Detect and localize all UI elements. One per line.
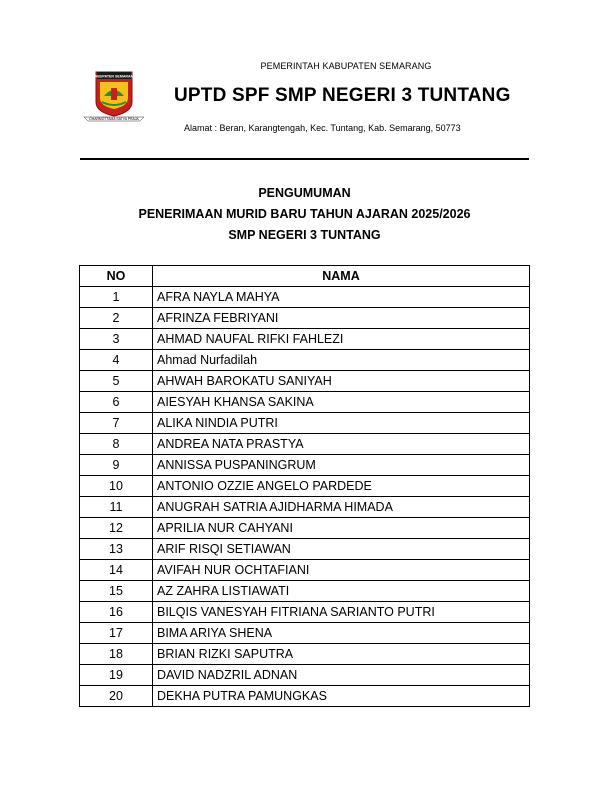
column-header-name: NAMA <box>153 266 530 287</box>
student-table <box>79 265 530 707</box>
table-row <box>80 434 530 455</box>
student-name: BIMA ARIYA SHENA <box>153 623 530 644</box>
table-row <box>80 602 530 623</box>
government-name: PEMERINTAH KABUPATEN SEMARANG <box>260 61 432 71</box>
table-row <box>80 392 530 413</box>
student-name: AHMAD NAUFAL RIFKI FAHLEZI <box>153 329 530 350</box>
row-number: 10 <box>80 476 153 497</box>
table-row <box>80 560 530 581</box>
student-name: AVIFAH NUR OCHTAFIANI <box>153 560 530 581</box>
row-number: 8 <box>80 434 153 455</box>
table-row <box>80 287 530 308</box>
table-header-row <box>80 266 530 287</box>
row-number: 2 <box>80 308 153 329</box>
student-name: DEKHA PUTRA PAMUNGKAS <box>153 686 530 707</box>
student-name: ALIKA NINDIA PUTRI <box>153 413 530 434</box>
student-name: AFRA NAYLA MAHYA <box>153 287 530 308</box>
row-number: 13 <box>80 539 153 560</box>
table-row <box>80 686 530 707</box>
student-name: ANTONIO OZZIE ANGELO PARDEDE <box>153 476 530 497</box>
announcement-subtitle: PENERIMAAN MURID BARU TAHUN AJARAN 2025/2026 <box>138 207 471 221</box>
table-row <box>80 518 530 539</box>
student-name: Ahmad Nurfadilah <box>153 350 530 371</box>
row-number: 1 <box>80 287 153 308</box>
table-row <box>80 623 530 644</box>
table-row <box>80 539 530 560</box>
row-number: 4 <box>80 350 153 371</box>
regency-emblem-icon <box>82 68 166 124</box>
table-row <box>80 329 530 350</box>
regency-logo <box>82 68 166 124</box>
row-number: 11 <box>80 497 153 518</box>
student-name: AHWAH BAROKATU SANIYAH <box>153 371 530 392</box>
row-number: 3 <box>80 329 153 350</box>
row-number: 20 <box>80 686 153 707</box>
logo-banner-text: KABUPATEN SEMARANG <box>92 74 136 79</box>
student-name: ARIF RISQI SETIAWAN <box>153 539 530 560</box>
student-name: APRILIA NUR CAHYANI <box>153 518 530 539</box>
table-row <box>80 350 530 371</box>
column-header-no: NO <box>80 266 153 287</box>
row-number: 9 <box>80 455 153 476</box>
student-name: DAVID NADZRIL ADNAN <box>153 665 530 686</box>
row-number: 15 <box>80 581 153 602</box>
school-name: UPTD SPF SMP NEGERI 3 TUNTANG <box>174 85 511 106</box>
student-name: AZ ZAHRA LISTIAWATI <box>153 581 530 602</box>
announcement-title: PENGUMUMAN <box>258 186 351 200</box>
row-number: 7 <box>80 413 153 434</box>
student-name: ANDREA NATA PRASTYA <box>153 434 530 455</box>
logo-motto: DHARMOTTAMA SATYA PRAJA <box>89 117 139 122</box>
student-name: ANNISSA PUSPANINGRUM <box>153 455 530 476</box>
announcement-school: SMP NEGERI 3 TUNTANG <box>228 228 381 242</box>
student-name: ANUGRAH SATRIA AJIDHARMA HIMADA <box>153 497 530 518</box>
table-row <box>80 581 530 602</box>
table-body <box>80 287 530 707</box>
table-row <box>80 644 530 665</box>
row-number: 14 <box>80 560 153 581</box>
row-number: 12 <box>80 518 153 539</box>
table-row <box>80 497 530 518</box>
table-row <box>80 308 530 329</box>
student-name: BILQIS VANESYAH FITRIANA SARIANTO PUTRI <box>153 602 530 623</box>
student-name: BRIAN RIZKI SAPUTRA <box>153 644 530 665</box>
announcement-heading <box>80 183 529 246</box>
table-row <box>80 371 530 392</box>
row-number: 18 <box>80 644 153 665</box>
table-row <box>80 455 530 476</box>
table-row <box>80 476 530 497</box>
student-name: AIESYAH KHANSA SAKINA <box>153 392 530 413</box>
row-number: 17 <box>80 623 153 644</box>
row-number: 6 <box>80 392 153 413</box>
school-address: Alamat : Beran, Karangtengah, Kec. Tuntang, Kab. Semarang, 50773 <box>184 123 461 133</box>
student-name: AFRINZA FEBRIYANI <box>153 308 530 329</box>
row-number: 16 <box>80 602 153 623</box>
row-number: 19 <box>80 665 153 686</box>
table-row <box>80 665 530 686</box>
row-number: 5 <box>80 371 153 392</box>
table-row <box>80 413 530 434</box>
letterhead-divider <box>80 158 529 160</box>
